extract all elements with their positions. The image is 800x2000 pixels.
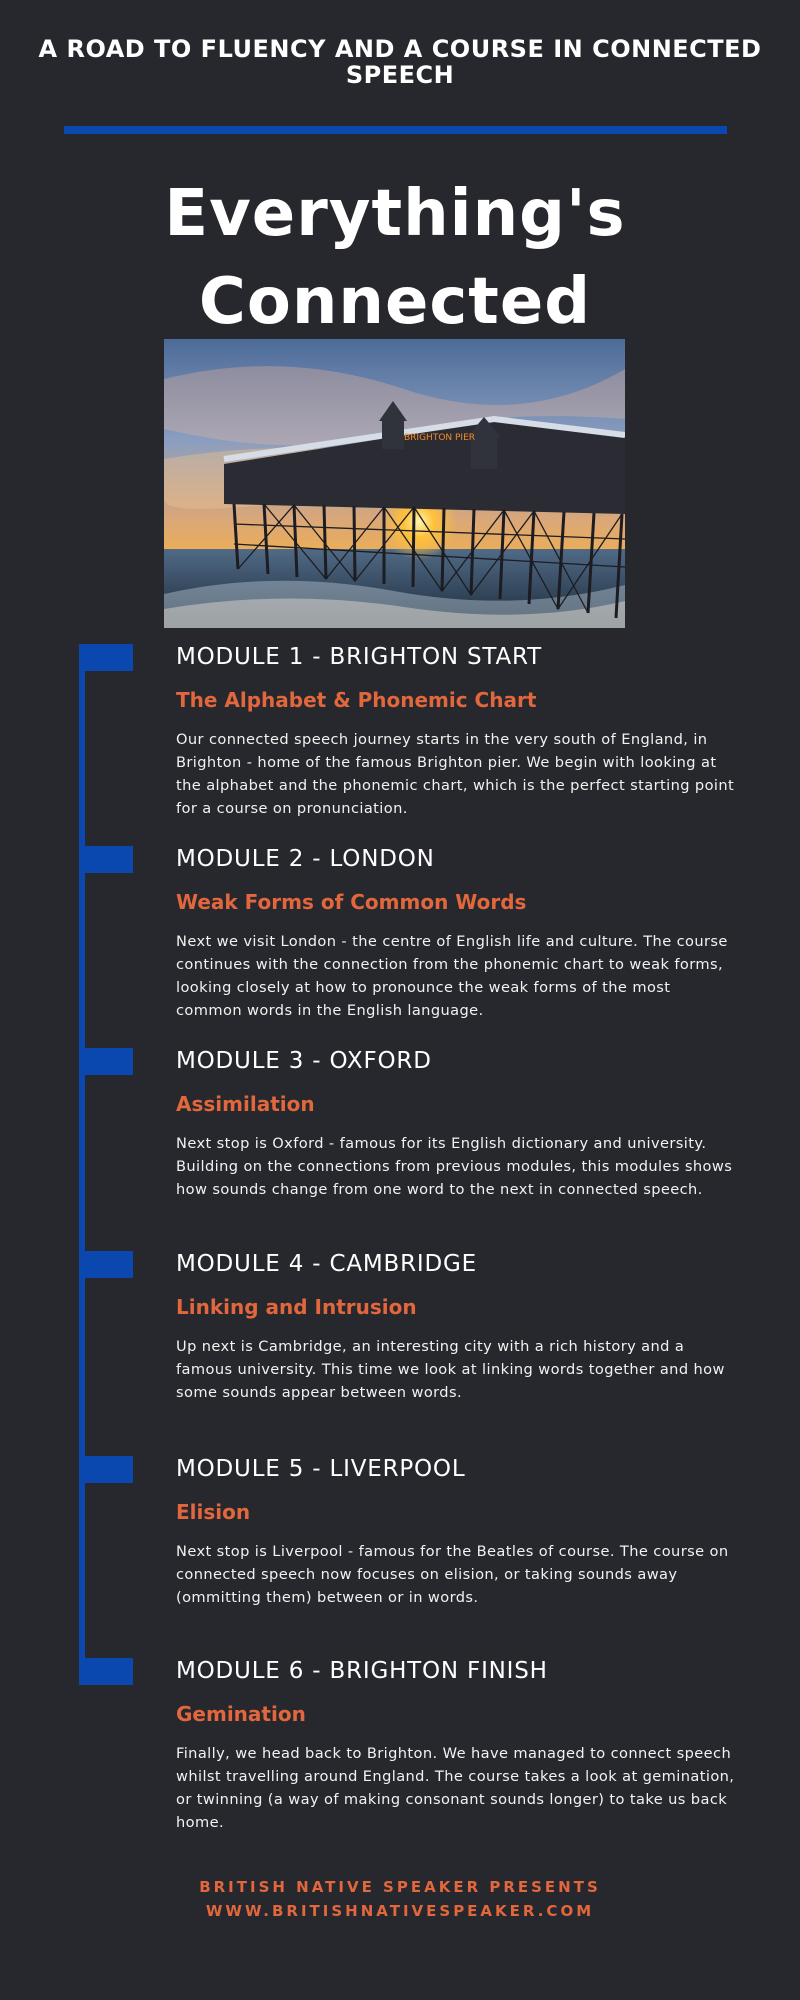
timeline-marker xyxy=(79,1658,133,1685)
module-topic: Gemination xyxy=(176,1702,306,1726)
module-heading: MODULE 1 - BRIGHTON START xyxy=(176,644,542,670)
module-4 xyxy=(176,1249,736,1404)
module-topic: Linking and Intrusion xyxy=(176,1295,417,1319)
page-title-line-2: Connected xyxy=(198,265,592,339)
module-heading: MODULE 5 - LIVERPOOL xyxy=(176,1456,466,1482)
module-2 xyxy=(176,844,736,1022)
module-description: Next stop is Oxford - famous for its English dictionary and university. Building on the connections from previous modules, this modules shows how sounds change from one word to the next in connected speech. xyxy=(176,1135,733,1198)
module-topic: Elision xyxy=(176,1500,251,1524)
module-heading: MODULE 3 - OXFORD xyxy=(176,1048,432,1074)
page-title-line-1: Everything's xyxy=(164,177,626,251)
footer-presenter: BRITISH NATIVE SPEAKER PRESENTS xyxy=(199,1878,601,1896)
timeline-marker xyxy=(79,1456,133,1483)
module-topic: The Alphabet & Phonemic Chart xyxy=(176,688,537,712)
module-description: Next we visit London - the centre of English life and culture. The course continues with the connection from the phonemic chart to weak forms, looking closely at how to pronounce the weak forms of the most common words in the English language. xyxy=(176,933,728,1019)
brighton-pier-photo xyxy=(164,339,625,628)
pier-sign-text: BRIGHTON PIER xyxy=(404,433,476,443)
footer xyxy=(0,1875,800,1923)
timeline-marker xyxy=(79,644,133,671)
module-6 xyxy=(176,1656,736,1834)
module-heading: MODULE 2 - LONDON xyxy=(176,846,435,872)
timeline-marker xyxy=(79,846,133,873)
subtitle-heading: A ROAD TO FLUENCY AND A COURSE IN CONNECTED SPEECH xyxy=(38,35,762,89)
header-divider xyxy=(64,126,727,134)
module-topic: Assimilation xyxy=(176,1092,315,1116)
page-title xyxy=(0,170,790,346)
module-5 xyxy=(176,1454,736,1609)
module-heading: MODULE 4 - CAMBRIDGE xyxy=(176,1251,477,1277)
module-3 xyxy=(176,1046,736,1201)
module-description: Next stop is Liverpool - famous for the Beatles of course. The course on connected speech now focuses on elision, or taking sounds away (ommitting them) between or in words. xyxy=(176,1543,729,1606)
module-description: Finally, we head back to Brighton. We have managed to connect speech whilst travelling around England. The course takes a look at gemination, or twinning (a way of making consonant sounds longer) to take us back home. xyxy=(176,1745,735,1831)
module-description: Our connected speech journey starts in the very south of England, in Brighton - home of the famous Brighton pier. We begin with looking at the alphabet and the phonemic chart, which is the perfect starting point for a course on pronunciation. xyxy=(176,731,735,817)
timeline-marker xyxy=(79,1251,133,1278)
timeline-line xyxy=(79,645,85,1685)
module-heading: MODULE 6 - BRIGHTON FINISH xyxy=(176,1658,548,1684)
module-description: Up next is Cambridge, an interesting city with a rich history and a famous university. This time we look at linking words together and how some sounds appear between words. xyxy=(176,1338,725,1401)
timeline-marker xyxy=(79,1048,133,1075)
module-topic: Weak Forms of Common Words xyxy=(176,890,527,914)
footer-website-link[interactable]: WWW.BRITISHNATIVESPEAKER.COM xyxy=(205,1902,595,1920)
module-1 xyxy=(176,642,736,820)
